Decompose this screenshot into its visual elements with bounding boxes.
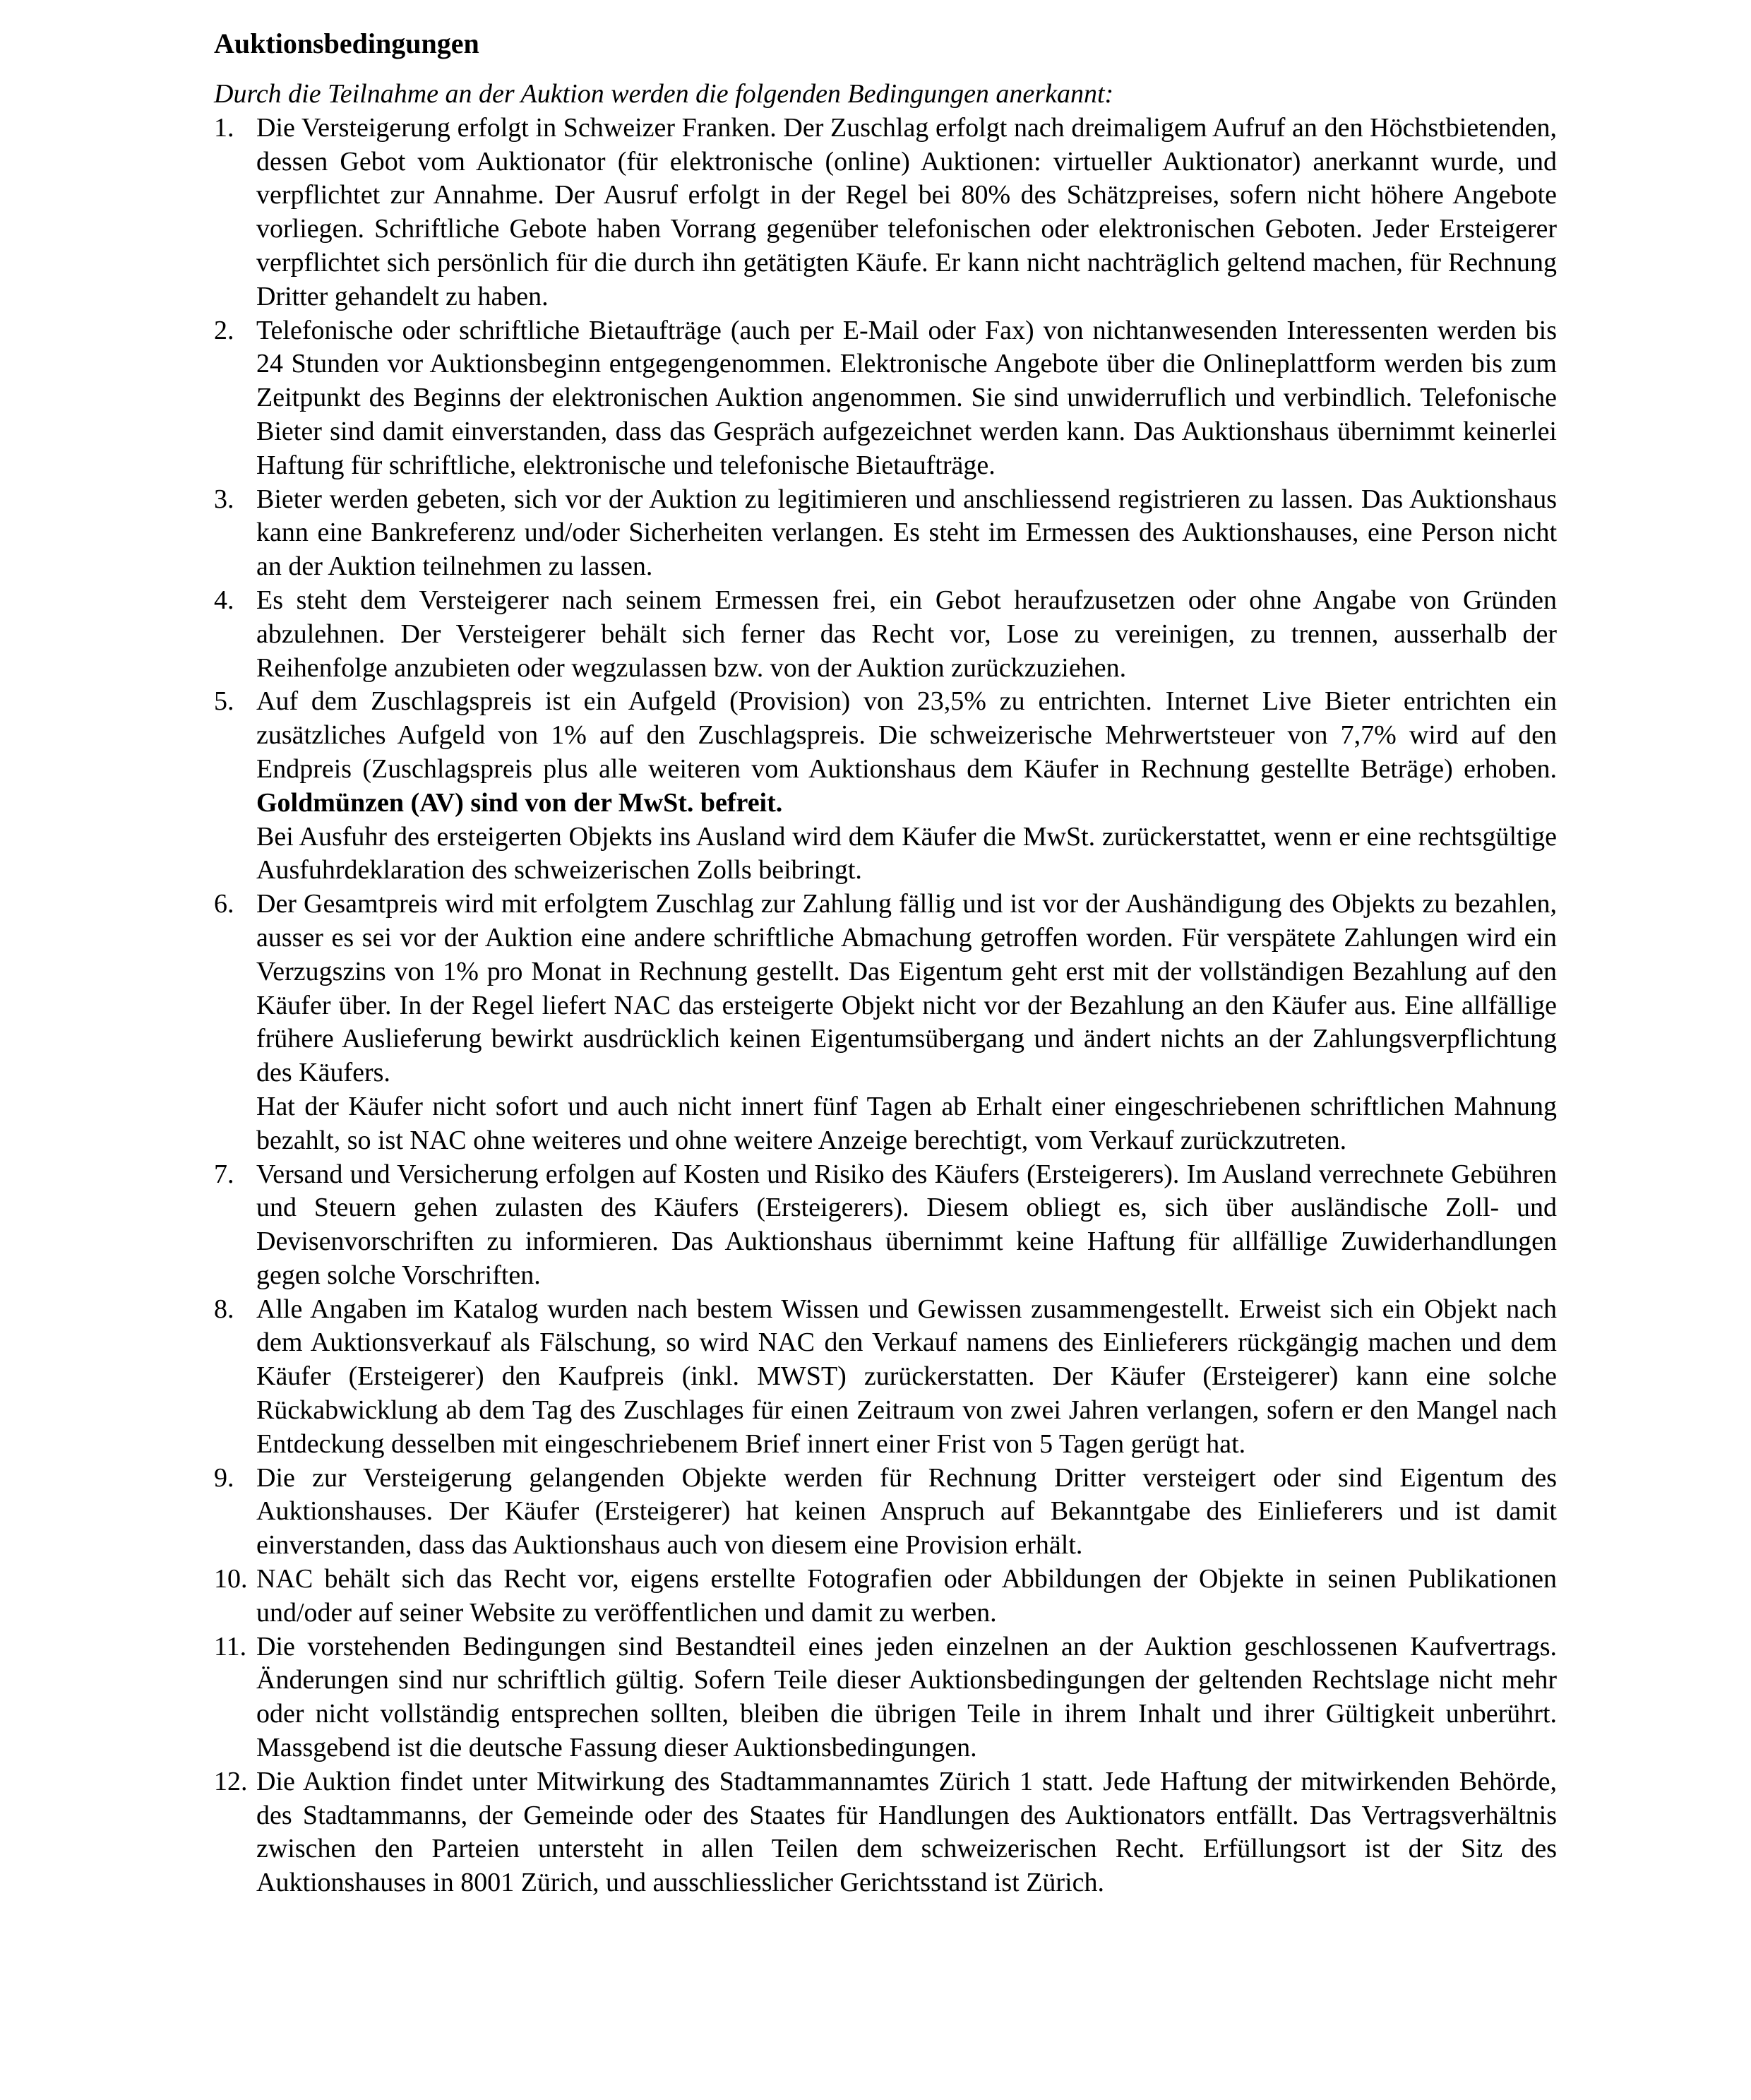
term-text: Auf dem Zuschlagspreis ist ein Aufgeld (Provision) von 23,5% zu entrichten. Internet Live Bieter entrichten ein zusätzliches Aufgeld von 1% auf den Zuschlagspreis. Die schweizerische Mehrwertsteuer von 7,7% wird auf den Endpreis (Zuschlagspreis plus alle weiteren vom Auktionshaus dem Käufer in Rechnung gestellte Beträge) erhoben. <box>256 686 1557 784</box>
term-item-11 <box>214 1630 1557 1765</box>
term-text: Der Gesamtpreis wird mit erfolgtem Zuschlag zur Zahlung fällig und ist vor der Aushändigung des Objekts zu bezahlen, ausser es sei vor der Auktion eine andere schriftliche Abmachung getroffen worden. Für verspätete Zahlungen wird ein Verzugszins von 1% pro Monat in Rechnung gestellt. Das Eigentum geht erst mit der vollständigen Bezahlung auf den Käufer über. In der Regel liefert NAC das ersteigerte Objekt nicht vor der Bezahlung an den Käufer aus. Eine allfällige frühere Auslieferung bewirkt ausdrücklich keinen Eigentumsübergang und ändert nichts an der Zahlungsverpflichtung des Käufers. <box>256 889 1557 1088</box>
term-number: 8. <box>214 1294 234 1324</box>
term-number: 2. <box>214 315 234 345</box>
term-text: Bieter werden gebeten, sich vor der Auktion zu legitimieren und anschliessend registrieren zu lassen. Das Auktionshaus kann eine Bankreferenz und/oder Sicherheiten verlangen. Es steht im Ermessen des Auktionshauses, eine Person nicht an der Auktion teilnehmen zu lassen. <box>256 484 1557 582</box>
document-intro: Durch die Teilnahme an der Auktion werden die folgenden Bedingungen anerkannt: <box>214 79 1114 109</box>
term-extra-text: Bei Ausfuhr des ersteigerten Objekts ins Ausland wird dem Käufer die MwSt. zurückerstattet, wenn er eine rechtsgültige Ausfuhrdeklaration des schweizerischen Zolls beibringt. <box>256 821 1557 885</box>
term-item-5 <box>214 685 1557 888</box>
term-number: 7. <box>214 1159 234 1189</box>
terms-list <box>214 112 1557 1900</box>
term-text: Telefonische oder schriftliche Bietaufträge (auch per E-Mail oder Fax) von nichtanwesenden Interessenten werden bis 24 Stunden vor Auktionsbeginn entgegengenommen. Elektronische Angebote über die Onlineplattform werden bis zum Zeitpunkt des Beginns der elektronischen Auktion angenommen. Sie sind unwiderruflich und verbindlich. Telefonische Bieter sind damit einverstanden, dass das Gespräch aufgezeichnet werden kann. Das Auktionshaus übernimmt keinerlei Haftung für schriftliche, elektronische und telefonische Bietaufträge. <box>256 315 1557 480</box>
term-text: Alle Angaben im Katalog wurden nach bestem Wissen und Gewissen zusammengestellt. Erweist sich ein Objekt nach dem Auktionsverkauf als Fälschung, so wird NAC den Verkauf namens des Einlieferers rückgängig machen und dem Käufer (Ersteigerer) den Kaufpreis (inkl. MWST) zurückerstatten. Der Käufer (Ersteigerer) kann eine solche Rückabwicklung ab dem Tag des Zuschlages für einen Zeitraum von zwei Jahren verlangen, sofern er den Mangel nach Entdeckung desselben mit eingeschriebenem Brief innert einer Frist von 5 Tagen gerügt hat. <box>256 1294 1557 1459</box>
term-text: NAC behält sich das Recht vor, eigens erstellte Fotografien oder Abbildungen der Objekte in seinen Publikationen und/oder auf seiner Website zu veröffentlichen und damit zu werben. <box>256 1564 1557 1628</box>
term-number: 10. <box>214 1564 248 1594</box>
term-item-8 <box>214 1293 1557 1462</box>
term-number: 6. <box>214 889 234 919</box>
term-extra-text: Hat der Käufer nicht sofort und auch nicht innert fünf Tagen ab Erhalt einer eingeschriebenen schriftlichen Mahnung bezahlt, so ist NAC ohne weiteres und ohne weitere Anzeige berechtigt, vom Verkauf zurückzutreten. <box>256 1091 1557 1155</box>
term-item-4 <box>214 584 1557 685</box>
term-number: 1. <box>214 112 234 143</box>
term-item-6 <box>214 888 1557 1157</box>
document-title: Auktionsbedingungen <box>214 28 479 59</box>
term-text: Die vorstehenden Bedingungen sind Bestandteil eines jeden einzelnen an der Auktion geschlossenen Kaufvertrags. Änderungen sind nur schriftlich gültig. Sofern Teile dieser Auktionsbedingungen der geltenden Rechtslage nicht mehr oder nicht vollständig entsprechen sollten, bleiben die übrigen Teile in ihrem Inhalt und ihrer Gültigkeit unberührt. Massgebend ist die deutsche Fassung dieser Auktionsbedingungen. <box>256 1631 1557 1763</box>
term-number: 4. <box>214 585 234 615</box>
term-paragraph <box>256 685 1557 820</box>
term-number: 9. <box>214 1462 234 1493</box>
term-item-12 <box>214 1765 1557 1900</box>
term-number: 3. <box>214 484 234 514</box>
term-text: Es steht dem Versteigerer nach seinem Ermessen frei, ein Gebot heraufzusetzen oder ohne Angabe von Gründen abzulehnen. Der Versteigerer behält sich ferner das Recht vor, Lose zu vereinigen, zu trennen, ausserhalb der Reihenfolge anzubieten oder wegzulassen bzw. von der Auktion zurückzuziehen. <box>256 585 1557 683</box>
term-number: 12. <box>214 1766 248 1796</box>
term-bold-note: Goldmünzen (AV) sind von der MwSt. befreit. <box>256 787 783 818</box>
term-text: Versand und Versicherung erfolgen auf Kosten und Risiko des Käufers (Ersteigerers). Im Ausland verrechnete Gebühren und Steuern gehen zulasten des Käufers (Ersteigerers). Diesem obliegt es, sich über ausländische Zoll- und Devisenvorschriften zu informieren. Das Auktionshaus übernimmt keine Haftung für allfällige Zuwiderhandlungen gegen solche Vorschriften. <box>256 1159 1557 1290</box>
term-item-3 <box>214 483 1557 584</box>
term-item-7 <box>214 1158 1557 1293</box>
term-number: 11. <box>214 1631 247 1661</box>
term-item-2 <box>214 314 1557 483</box>
term-number: 5. <box>214 686 234 717</box>
term-text: Die Auktion findet unter Mitwirkung des Stadtammannamtes Zürich 1 statt. Jede Haftung der mitwirkenden Behörde, des Stadtammanns, der Gemeinde oder des Staates für Handlungen des Auktionators entfällt. Das Vertragsverhältnis zwischen den Parteien untersteht in allen Teilen dem schweizerischen Recht. Erfüllungsort ist der Sitz des Auktionshauses in 8001 Zürich, und ausschliesslicher Gerichtsstand ist Zürich. <box>256 1766 1557 1898</box>
term-text: Die zur Versteigerung gelangenden Objekte werden für Rechnung Dritter versteigert oder sind Eigentum des Auktionshauses. Der Käufer (Ersteigerer) hat keinen Anspruch auf Bekanntgabe des Einlieferers und ist damit einverstanden, dass das Auktionshaus auch von diesem eine Provision erhält. <box>256 1462 1557 1561</box>
term-text: Die Versteigerung erfolgt in Schweizer Franken. Der Zuschlag erfolgt nach dreimaligem Aufruf an den Höchstbietenden, dessen Gebot vom Auktionator (für elektronische (online) Auktionen: virtueller Auktionator) anerkannt wurde, und verpflichtet zur Annahme. Der Ausruf erfolgt in der Regel bei 80% des Schätzpreises, sofern nicht höhere Angebote vorliegen. Schriftliche Gebote haben Vorrang gegenüber telefonischen oder elektronischen Geboten. Jeder Ersteigerer verpflichtet sich persönlich für die durch ihn getätigten Käufe. Er kann nicht nachträglich geltend machen, für Rechnung Dritter gehandelt zu haben. <box>256 112 1557 311</box>
term-item-1 <box>214 112 1557 314</box>
term-item-10 <box>214 1563 1557 1630</box>
term-item-9 <box>214 1462 1557 1563</box>
terms-document <box>214 21 1557 1900</box>
